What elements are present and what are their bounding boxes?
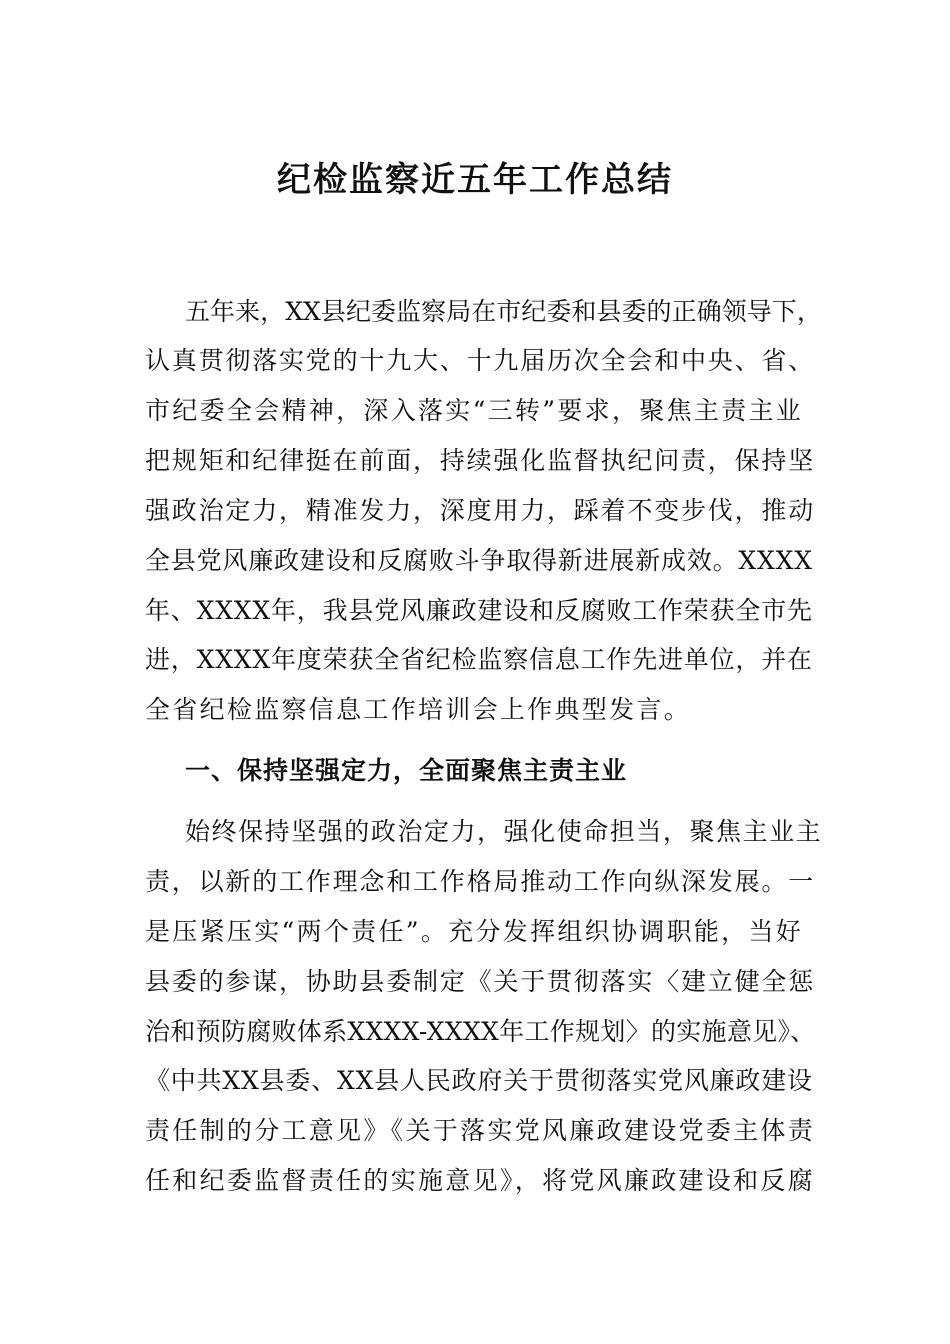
section1-line-5: 治和预防腐败体系XXXX-XXXX年工作规划〉的实施意见》、 xyxy=(145,1017,816,1046)
intro-line-3: 市纪委全会精神，深入落实“三转”要求，聚焦主责主业 xyxy=(145,396,804,425)
section1-line-8: 任和纪委监督责任的实施意见》，将党风廉政建设和反腐 xyxy=(145,1166,816,1195)
section1-line-7: 责任制的分工意见》《关于落实党风廉政建设党委主体责 xyxy=(145,1116,816,1145)
intro-line-6: 全县党风廉政建设和反腐败斗争取得新进展新成效。XXXX xyxy=(145,546,813,575)
section1-line-6: 《中共XX县委、XX县人民政府关于贯彻落实党风廉政建设 xyxy=(145,1066,813,1095)
section1-line-1: 始终保持坚强的政治定力，强化使命担当，聚焦主业主 xyxy=(185,817,823,846)
section1-line-2: 责，以新的工作理念和工作格局推动工作向纵深发展。一 xyxy=(145,867,816,896)
intro-line-2: 认真贯彻落实党的十九大、十九届历次全会和中央、省、 xyxy=(145,346,816,375)
section1-line-3: 是压紧压实“两个责任”。充分发挥组织协调职能，当好 xyxy=(145,917,804,946)
section-heading-1: 一、保持坚强定力，全面聚焦主责主业 xyxy=(185,756,628,785)
intro-line-7: 年、XXXX年，我县党风廉政建设和反腐败工作荣获全市先 xyxy=(145,596,813,625)
intro-line-1: 五年来，XX县纪委监察局在市纪委和县委的正确领导下， xyxy=(185,297,822,326)
intro-line-5: 强政治定力，精准发力，深度用力，踩着不变步伐，推动 xyxy=(145,496,816,525)
intro-line-4: 把规矩和纪律挺在前面，持续强化监督执纪问责，保持坚 xyxy=(145,446,816,475)
intro-line-9: 全省纪检监察信息工作培训会上作典型发言。 xyxy=(145,695,692,724)
intro-line-8: 进，XXXX年度荣获全省纪检监察信息工作先进单位，并在 xyxy=(145,645,813,674)
section1-line-4: 县委的参谋，协助县委制定《关于贯彻落实〈建立健全惩 xyxy=(145,967,816,996)
document-title: 纪检监察近五年工作总结 xyxy=(277,160,673,200)
